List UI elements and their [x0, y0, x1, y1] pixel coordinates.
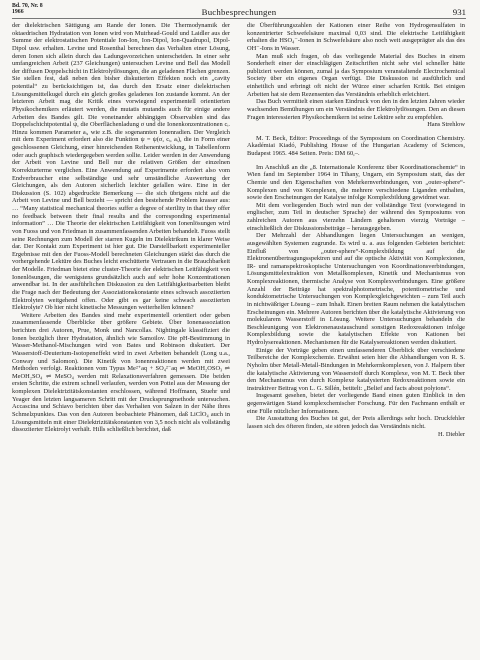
running-header — [12, 3, 466, 19]
right-paragraph-8: Insgesamt gesehen, bietet der vorliegende Band einen guten Einblick in den gegenwärtigen Stand komplexchemischer Forschung. Für den Fachmann enthält er eine Fülle nützlicher Informationen. — [247, 392, 465, 415]
right-paragraph-7: Einige der Vorträge geben einen umfassenderen Überblick über verschiedene Teilbereiche der Komplexchemie. Erwähnt seien hier die Abhandlungen von R. S. Nyholm über Metall-Metall-Bindungen in Mehrkernkomplexen, von J. Halpern über die katalytische Aktivierung von Wasserstoff durch Komplexe, von M. T. Beck über den Mechanismus von durch Komplexe katalysierten Redoxreaktionen sowie ein instruktiver Beitrag von L. G. Sillén, betitelt: „Belief and facts about polyions“. — [247, 346, 465, 392]
right-paragraph-3: Das Buch vermittelt einen starken Eindruck von den in den letzten Jahren wieder wachsenden Bemühungen um ein Verständnis der Elektrolytlösungen. Den an diesen Fragen interessierten Physikochemikern ist seine Lektüre sehr zu empfehlen. — [247, 98, 465, 121]
page-number: 931 — [452, 7, 466, 17]
right-paragraph-9: Die Ausstattung des Buches ist gut, der Preis allerdings sehr hoch. Druckfehler lassen sich des öfteren finden, sie stören jedoch das Verständnis nicht. — [247, 415, 465, 430]
left-paragraph-1: der dielektrischen Sättigung am Rande der Ionen. Die Thermodynamik der oktaedrischen Hydratation von Ionen wird von Muirhead-Gould und Laidler aus der Summe der elektrostatischen Potentiale Ion-Ion, Ion-Dipol, Ion-Quadrupol, Dipol-Dipol usw. erhalten. Levine und Rosenthal berechnen das Verhalten einer Lösung, deren Ionen sich allein durch das Ladungsvorzeichen unterscheiden. In einer sehr umfangreichen Arbeit (237 Gleichungen) untersuchen Levine und Bell das Modell der diffusen Doppelschicht in Elektrolytlösungen, die an geladenen Flächen grenzen. Sie stellen fest, daß neben den bisher diskutierten Effekten noch ein „cavity potential“ zu berücksichtigen ist, das durch den Ersatz einer dielektrischen Lösungsmittelkugel durch ein gleich großes geladenes Ion zustande kommt. An der letzteren Arbeit mag die Kritik eines vorwiegend experimentell orientierten Physikochemikers erläutert werden, die mutatis mutandis auch für einige andere Arbeiten des Bandes gilt. Die voneinander abhängigen Observablen sind das Doppelschichtpotential ψ, die Oberflächenladung σ und die Ionenkonzentrationen cᵢ. Hinzu kommen Parameter aᵢ, wie z.B. die sogenannten Ionenradien. Der Vergleich mit dem Experiment erfordert also die Funktion ψ = ψ(σ, cᵢ, aᵢ), die in Form einer geschlossenen Gleichung, einer hinreichenden Reihenentwicklung, in Tabellenform oder auch graphisch wiedergegeben werden sollte. Leider werden in der Anwendung der Arbeit von Levine und Bell nur die relativen Größen der einzelnen Korrekturterme verglichen. Eine Anwendung auf Experimente erfordert also vom Endverbraucher eine selbständige und sehr umständliche Auswertung der Gleichungen, als den Autoren sicherlich leichter gefallen wäre. Eine in der Diskussion (S. 102) abgedruckte Bemerkung — die sich übrigens nicht auf die Arbeit von Levine und Bell bezieht — spricht den bestehende Problem krasser aus: … “Many statistical mechanical theories suffer a degree of sterility in that they offer no feedback between their final results and the corresponding experimental information” … Die Theorie der elektrischen Leitfähigkeit von Ionenlösungen wird von Fuoss und von Friedman in zusammenfassenden Arbeiten behandelt. Fuoss stellt seine Rechnungen zum Modell der starren Kugeln im Dielektrikum in klarer Weise dar. Der Kontakt zum Experiment ist hier gut. Die Darstellbarkeit experimenteller Ergebnisse mit den der Fuoss-Modell berechneten Gleichungen stärkt das durch die vorhergehende Lektüre des Buches leicht erschütterte Vertrauen in die Brauchbarkeit der Modelle. Friedman bietet eine cluster-Theorie der elektrischen Leitfähigkeit von Ionenlösungen, die wenigstens grundsätzlich auch auf sehr hohe Konzentrationen anwendbar ist. In der ausführlichen Diskussion zu den Leitfähigkeitsarbeiten bleibt die Frage nach der Bedeutung der Assoziationskonstante eines schwach assoziierten Elektrolyten weitgehend offen. Oder gibt es gar keine schwach assoziierten Elektrolyte? Ob hier nicht kinetische Messungen weiterhelfen können? — [12, 22, 230, 312]
reviewer-signature-2: H. Diebler — [438, 430, 465, 438]
right-paragraph-5: Mit dem vorliegenden Buch wird nun der vollständige Text (vorwiegend in englischer, zum Teil in deutscher Sprache) der während des Symposiums von zahlreichen Autoren aus vierzehn Ländern gehaltenen vierzig Vorträge – einschließlich der Diskussionsbeiträge – herausgegeben. — [247, 201, 465, 232]
section-title: Buchbesprechungen — [201, 7, 277, 17]
right-paragraph-6: Der Mehrzahl der Abhandlungen liegen Untersuchungen an wenigen, ausgewählten Systemen zugrunde. Es wird u. a. aus folgenden Gebieten berichtet: Einfluß von „outer-sphere“-Komplexbildung auf die Elektronenübertragungsspektren und auf die optische Aktivität von Komplexionen, IR- und ramanspektroskopische Untersuchungen von Koordinationsverbindungen, Lösungsmittelextraktion von Metallkomplexen, Kinetik und Mechanismus von Komplexreaktionen, thermische Analyse von Komplexverbindungen. Eine größere Anzahl der Beiträge hat spektralphotometrische, potentiometrische und konduktometrische Untersuchungen von Komplexgleichgewichten – zum Teil auch in nichtwäßriger Lösung – zum Inhalt. Einen breiten Raum nehmen die katalytischen Erscheinungen ein. Mehrere Autoren berichten über die katalytische Aktivierung von molekularem Wasserstoff in Lösung. Weitere Untersuchungen behandeln die Beschleunigung von Elektronenaustauschund sonstigen Redoxreaktionen infolge Komplexbildung sowie die katalytischen Effekte von Kationen bei Hydrolysereaktionen. Mechanismen für die Katalysereaktionen werden diskutiert. — [247, 232, 465, 346]
left-paragraph-2: Weitere Arbeiten des Bandes sind mehr experimentell orientiert oder geben zusammenfassende Überblicke über größere Gebiete. Über Ionenassoziation berichten drei Autoren, Prue, Monk und Nancollas. Nightingale klassifiziert die Ionen bezüglich ihrer Hydratation, ähnlich wie Samoilov. Die pH-Bestimmung in Wasser-Methanol-Mischungen wird von Bates und Robinson diskutiert. Der Wasserstoff-Deuterium-Isotopeneffekt wird in zwei Arbeiten behandelt (Long u.a., Conway und Salomon). Die Kinetik von Ionenreaktionen werden mit zwei Methoden verfolgt. Reaktionen vom Typus Me²⁺aq + SO₄²⁻aq ⇌ MeOH₂OSO₃ ⇌ MeOH₂SO₄ ⇌ MeSO₄ werden mit Relaxationsverfahren gemessen. Die beiden ersten Schritte, die extrem schnell verlaufen, werden von Pottel aus der Messung der komplexen Dielektrizitätskonstanten erschlossen, während Hoffmann, Stuehr und Yeager den letzten langsameren Schritt mit der Drucksprungmethode untersuchen. Accascina und Schiavo berichten über das Verhalten von Salzen in der Nähe ihres Schmelzpunktes. Das von den Autoren beobachtete Phänomen, daß LiClO₄ auch in Lösungsmitteln mit einer Dielektrizitätskonstanten von 3,5 noch nicht als vollständig dissoziierter Elektrolyt verhält. Hills schließlich berichtet, daß — [12, 311, 230, 434]
right-paragraph-1: die Überführungszahlen der Kationen einer Reihe von Hydrogensulfaten in konzentrierter Schwefelsäure maximal 0,03 sind. Die elektrische Leitfähigkeit erhalten die HSO₄⁻-Ionen in Schwefelsäure also noch weit ausgeprägter als das des OH⁻-Ions in Wasser. — [247, 22, 465, 52]
volume-line-2: 1966 — [12, 9, 24, 16]
header-rule — [12, 18, 466, 19]
right-paragraph-2: Man muß sich fragen, ob das vorliegende Material des Buches in einem Sonderheft einer der einschlägigen Zeitschriften nicht sehr viel schneller hätte publiziert werden können, zumal ja das Symposium veranstaltende Electrochemical Society über ein eigenes Organ verfügt. Die Diskussion ist ausführlich und einheitlich und erbringt oft nicht der Würze einer scharfen Kritik. Bei einigen Arbeiten hat sie dem Rezensenten das Verständnis erheblich erleichtert. — [247, 52, 465, 98]
left-column — [12, 22, 230, 656]
book-reference: M. T. Beck, Editor: Proceedings of the Symposium on Coordination Chemistry. Akadémiai Kiadó, Publishing House of the Hungarian Academy of Sciences, Budapest 1965. 484 Seiten. Preis: DM 60,–. — [247, 134, 465, 157]
reviewer-signature-1: Hans Strehlow — [427, 121, 465, 129]
right-paragraph-4: Im Anschluß an die „8. Internationale Konferenz über Koordinationschemie“ in Wien fand im September 1964 in Tihany, Ungarn, ein Symposium statt, das der Chemie und den Eigenschaften von Mehrkernverbindungen, von „outer-sphere“-Komplexen und von Komplexen, die mehrere verschiedene Liganden enthalten, sowie den Erscheinungen der Katalyse infolge Komplexbildung gewidmet war. — [247, 163, 465, 202]
volume-line-1: Bd. 70, Nr. 8 — [12, 3, 43, 9]
right-column — [247, 22, 465, 656]
